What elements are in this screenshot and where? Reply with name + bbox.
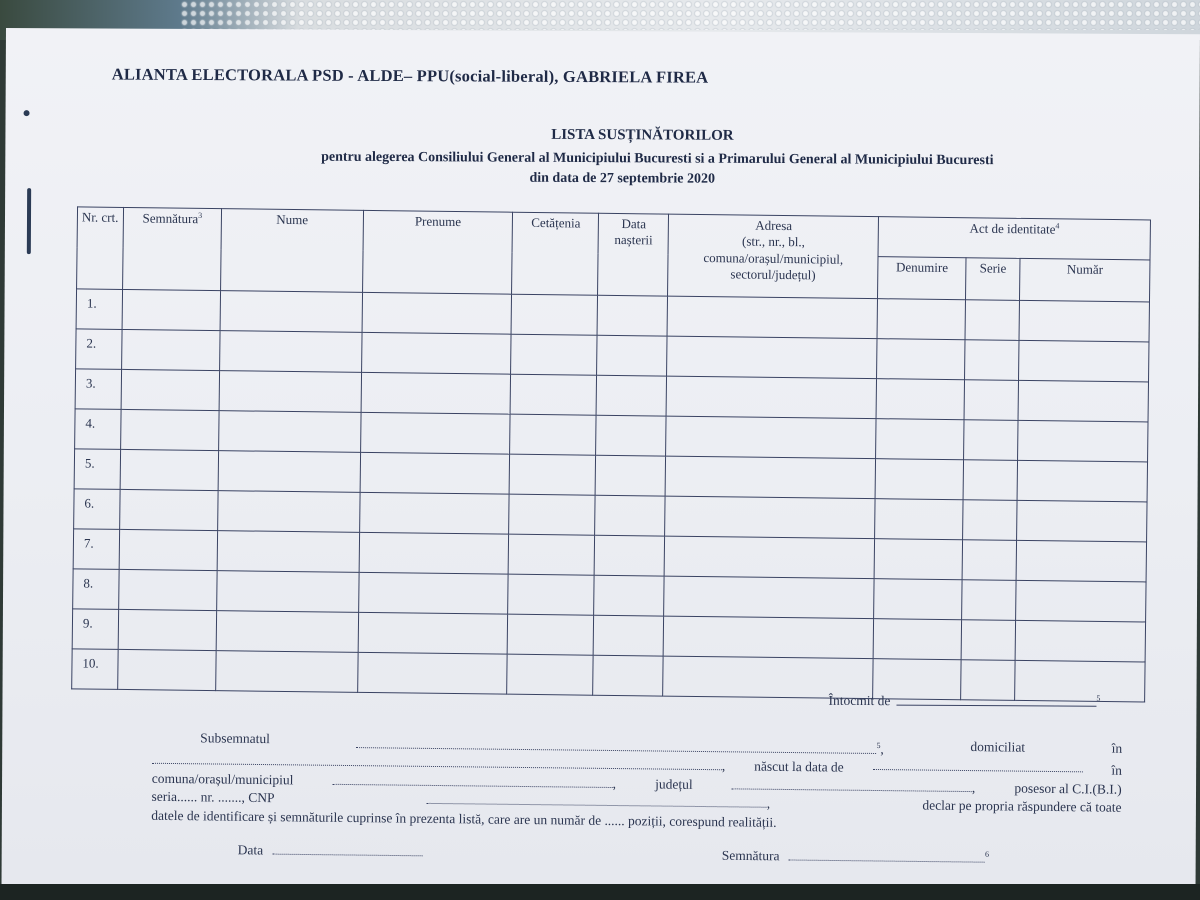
table-cell[interactable]: [216, 651, 358, 693]
list-date: din data de 27 septembrie 2020: [529, 170, 716, 187]
table-cell[interactable]: [875, 459, 963, 500]
table-cell[interactable]: [964, 380, 1018, 421]
intocmit-de: [828, 692, 1100, 710]
table-cell[interactable]: [361, 332, 511, 374]
table-cell[interactable]: [666, 416, 876, 459]
table-cell[interactable]: [964, 420, 1018, 461]
table-cell[interactable]: [963, 500, 1017, 541]
row-number: 10.: [72, 649, 118, 690]
header-adresa-l3: comuna/orașul/municipiul,: [703, 249, 844, 267]
decl-posesor: posesor al C.I.(B.I.): [1014, 780, 1122, 797]
table-cell[interactable]: [361, 372, 511, 414]
table-cell[interactable]: [122, 329, 220, 370]
table-cell[interactable]: [119, 569, 217, 610]
header-prenume: Prenume: [362, 210, 513, 294]
header-denumire: Denumire: [878, 257, 966, 300]
supporters-table: [71, 206, 1151, 702]
decl-cnp-fill[interactable]: [427, 793, 767, 808]
table-cell[interactable]: [594, 615, 664, 656]
table-cell[interactable]: [665, 456, 875, 499]
table-cell[interactable]: [596, 375, 666, 416]
table-cell[interactable]: [359, 492, 509, 534]
table-cell[interactable]: [1015, 620, 1145, 662]
declaration-block: [151, 729, 1122, 836]
semnatura-fill[interactable]: [789, 849, 985, 862]
footnote-4: 4: [1055, 221, 1060, 231]
decl-line-5: datele de identificare și semnăturile cuprinse în prezenta listă, care are un număr de ...... poziții, corespund realității.: [151, 807, 777, 830]
table-cell[interactable]: [593, 655, 663, 696]
list-title: LISTA SUSȚINĂTORILOR: [551, 126, 734, 144]
table-cell[interactable]: [217, 531, 359, 573]
table-cell[interactable]: [962, 580, 1016, 621]
semnatura-label: Semnătura: [721, 847, 780, 863]
table-cell[interactable]: [357, 652, 507, 694]
decl-in-1: în: [1111, 740, 1123, 756]
table-cell[interactable]: [664, 536, 874, 579]
header-act-label: Act de identitate: [969, 220, 1056, 237]
header-semnatura: [123, 207, 222, 290]
table-cell[interactable]: [875, 499, 963, 540]
table-cell[interactable]: [216, 611, 358, 653]
table-cell[interactable]: [663, 616, 873, 659]
table-cell[interactable]: [1018, 380, 1148, 422]
footnote-5-intocmit: 5: [1096, 693, 1101, 703]
table-cell[interactable]: [595, 495, 665, 536]
table-cell[interactable]: [877, 339, 965, 380]
header-numar: Număr: [1020, 258, 1150, 302]
table-cell[interactable]: [359, 532, 509, 574]
row-number: 7.: [73, 529, 119, 570]
staple-mark: [27, 188, 31, 254]
table-cell[interactable]: [666, 376, 876, 419]
table-cell[interactable]: [667, 336, 877, 379]
table-cell[interactable]: [965, 340, 1019, 381]
list-subtitle: pentru alegerea Consiliului General al Municipiului Bucuresti si a Primarului General al Municipiului Bucuresti: [321, 149, 994, 169]
table-cell[interactable]: [510, 414, 596, 455]
background-lace: [180, 0, 1200, 30]
table-cell[interactable]: [121, 369, 219, 410]
header-nr: [77, 207, 124, 290]
table-cell[interactable]: [120, 489, 218, 530]
table-cell[interactable]: [595, 535, 665, 576]
decl-judet-fill[interactable]: [732, 778, 972, 792]
decl-domiciliat: domiciliat: [970, 739, 1026, 755]
table-cell[interactable]: [219, 331, 361, 373]
decl-row-4: seria...... nr. ......., CNP , declar pe propria răspundere că toate: [151, 788, 1121, 818]
table-cell[interactable]: [118, 609, 216, 650]
table-cell[interactable]: [508, 614, 594, 655]
data-label: Data: [237, 841, 264, 858]
table-cell[interactable]: [876, 379, 964, 420]
decl-subsemnatul: Subsemnatul: [200, 730, 271, 747]
table-cell[interactable]: [874, 539, 962, 580]
table-cell[interactable]: [597, 335, 667, 376]
table-cell[interactable]: [510, 454, 596, 495]
intocmit-label: Întocmit de: [828, 692, 891, 709]
table-cell[interactable]: [874, 579, 962, 620]
table-cell[interactable]: [595, 455, 665, 496]
paper-sheet: [1, 28, 1199, 896]
table-cell[interactable]: [511, 374, 597, 415]
header-adresa: [668, 214, 879, 299]
table-cell[interactable]: [1019, 340, 1149, 382]
table-cell[interactable]: [119, 529, 217, 570]
header-adresa-l4: sectorul/județul): [730, 266, 816, 283]
row-number: 4.: [75, 409, 121, 450]
table-cell[interactable]: [509, 534, 595, 575]
table-cell[interactable]: [362, 292, 512, 334]
table-cell[interactable]: [218, 491, 360, 533]
table-cell[interactable]: [667, 296, 877, 339]
background-bottom: [0, 884, 1200, 900]
decl-row-1: Subsemnatul $^5$, domiciliat în: [152, 729, 1122, 762]
table-cell[interactable]: [358, 572, 508, 614]
table-cell[interactable]: [218, 411, 360, 453]
header-nr-label: Nr. crt.: [81, 209, 119, 225]
table-cell[interactable]: [121, 409, 219, 450]
table-cell[interactable]: [360, 412, 510, 454]
table-cell[interactable]: [508, 574, 594, 615]
row-number: 6.: [74, 489, 120, 530]
row-number: 3.: [75, 369, 121, 410]
row-number: 8.: [73, 569, 119, 610]
table-cell[interactable]: [1016, 540, 1146, 582]
table-cell[interactable]: [120, 449, 218, 490]
table-cell[interactable]: [962, 540, 1016, 581]
decl-seria: seria...... nr. ......., CNP: [151, 788, 275, 806]
decl-in-2: în: [1111, 762, 1122, 778]
table-cell[interactable]: [360, 452, 510, 494]
table-cell[interactable]: [218, 451, 360, 493]
table-cell[interactable]: [963, 460, 1017, 501]
decl-address-fill[interactable]: [152, 753, 722, 770]
table-cell[interactable]: [122, 289, 220, 330]
decl-footnote-5: 5: [876, 740, 881, 751]
table-cell[interactable]: [965, 300, 1019, 341]
decl-comuna: comuna/orașul/municipiul: [151, 770, 294, 787]
row-number: 2.: [76, 329, 122, 370]
row-number: 5.: [74, 449, 120, 490]
row-number: 1.: [76, 289, 122, 330]
table-cell[interactable]: [664, 576, 874, 619]
header-semnatura-label: Semnătura: [142, 210, 199, 227]
table-cell[interactable]: [665, 496, 875, 539]
table-cell[interactable]: [507, 654, 593, 695]
table-cell[interactable]: [511, 334, 597, 375]
table-cell[interactable]: [877, 299, 965, 340]
table-cell[interactable]: [594, 575, 664, 616]
pin-mark: [24, 110, 30, 116]
party-title: ALIANTA ELECTORALA PSD - ALDE– PPU(social-liberal), GABRIELA FIREA: [111, 64, 709, 87]
table-cell[interactable]: [358, 612, 508, 654]
data-fill[interactable]: [272, 843, 422, 856]
footnote-6: 6: [984, 849, 990, 859]
decl-birthdate-fill[interactable]: [873, 759, 1083, 772]
decl-comuna-fill[interactable]: [333, 773, 613, 787]
data-signature-line: [238, 841, 1018, 866]
table-cell[interactable]: [873, 619, 961, 660]
row-number: 9.: [72, 609, 118, 650]
intocmit-line[interactable]: [896, 693, 1096, 706]
header-data-nasterii: Data nașterii: [598, 213, 669, 296]
table-cell[interactable]: [512, 294, 598, 335]
table-cell[interactable]: [961, 620, 1015, 661]
decl-declar: declar pe propria răspundere că toate: [922, 797, 1122, 815]
header-serie: Serie: [966, 258, 1020, 301]
decl-nascut: născut la data de: [754, 758, 844, 775]
decl-name-fill[interactable]: [356, 737, 876, 754]
header-adresa-l1: Adresa: [755, 217, 793, 234]
table-cell[interactable]: [876, 419, 964, 460]
table-cell[interactable]: [596, 415, 666, 456]
decl-judetul: județul: [655, 775, 693, 792]
table-cell[interactable]: [1017, 500, 1147, 542]
header-act-identitate: [878, 217, 1150, 260]
footnote-3: 3: [198, 210, 203, 220]
header-nume: Nume: [220, 209, 363, 293]
table-cell[interactable]: [597, 295, 667, 336]
table-cell[interactable]: [1018, 420, 1148, 462]
table-cell[interactable]: [217, 571, 359, 613]
decl-row-3: comuna/orașul/municipiul , județul , posesor al C.I.(B.I.): [152, 769, 1122, 799]
table-cell[interactable]: [220, 291, 362, 333]
table-cell[interactable]: [219, 371, 361, 413]
header-cetatenia: Cetățenia: [512, 212, 599, 295]
table-cell[interactable]: [118, 649, 216, 690]
decl-row-2: , născut la data de în: [152, 751, 1122, 781]
table-cell[interactable]: [1017, 460, 1147, 502]
header-adresa-l2: (str., nr., bl.,: [741, 233, 805, 250]
table-cell[interactable]: [509, 494, 595, 535]
table-cell[interactable]: [1016, 580, 1146, 622]
table-cell[interactable]: [1019, 300, 1149, 342]
